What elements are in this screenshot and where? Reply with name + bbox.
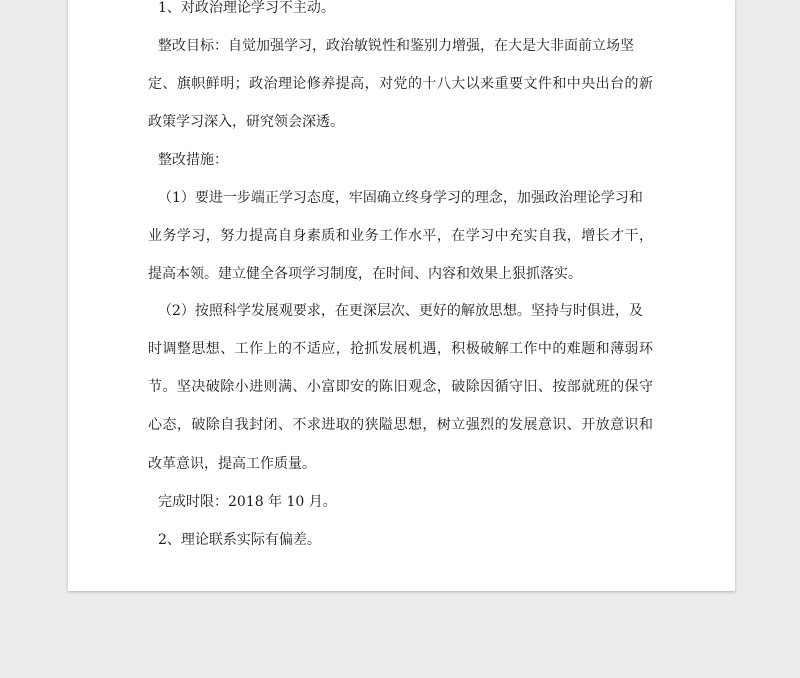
section-heading-1: 1、对政治理论学习不主动。	[158, 0, 335, 16]
deadline-text: 完成时限：2018 年 10 月。	[158, 494, 337, 510]
measure1-line-2: 业务学习，努力提高自身素质和业务工作水平，在学习中充实自我，增长才干，	[148, 228, 653, 244]
goal-line-3: 政策学习深入，研究领会深透。	[148, 114, 344, 130]
section-heading-2: 2、理论联系实际有偏差。	[158, 532, 321, 548]
measure1-line-1: （1）要进一步端正学习态度，牢固确立终身学习的理念，加强政治理论学习和	[158, 190, 643, 206]
measures-label: 整改措施：	[158, 152, 228, 168]
document-page	[68, 0, 735, 591]
measure2-line-4: 心态，破除自我封闭、不求进取的狭隘思想，树立强烈的发展意识、开放意识和	[148, 417, 653, 433]
measure2-line-5: 改革意识，提高工作质量。	[148, 456, 316, 472]
measure1-line-3: 提高本领。建立健全各项学习制度，在时间、内容和效果上狠抓落实。	[148, 266, 582, 282]
measure2-line-1: （2）按照科学发展观要求，在更深层次、更好的解放思想。坚持与时俱进，及	[158, 303, 643, 319]
measure2-line-3: 节。坚决破除小进则满、小富即安的陈旧观念，破除因循守旧、按部就班的保守	[148, 379, 653, 395]
goal-line-2: 定、旗帜鲜明；政治理论修养提高，对党的十八大以来重要文件和中央出台的新	[148, 76, 653, 92]
goal-line-1: 整改目标：自觉加强学习，政治敏锐性和鉴别力增强，在大是大非面前立场坚	[158, 38, 634, 54]
measure2-line-2: 时调整思想、工作上的不适应，抢抓发展机遇，积极破解工作中的难题和薄弱环	[148, 341, 653, 357]
